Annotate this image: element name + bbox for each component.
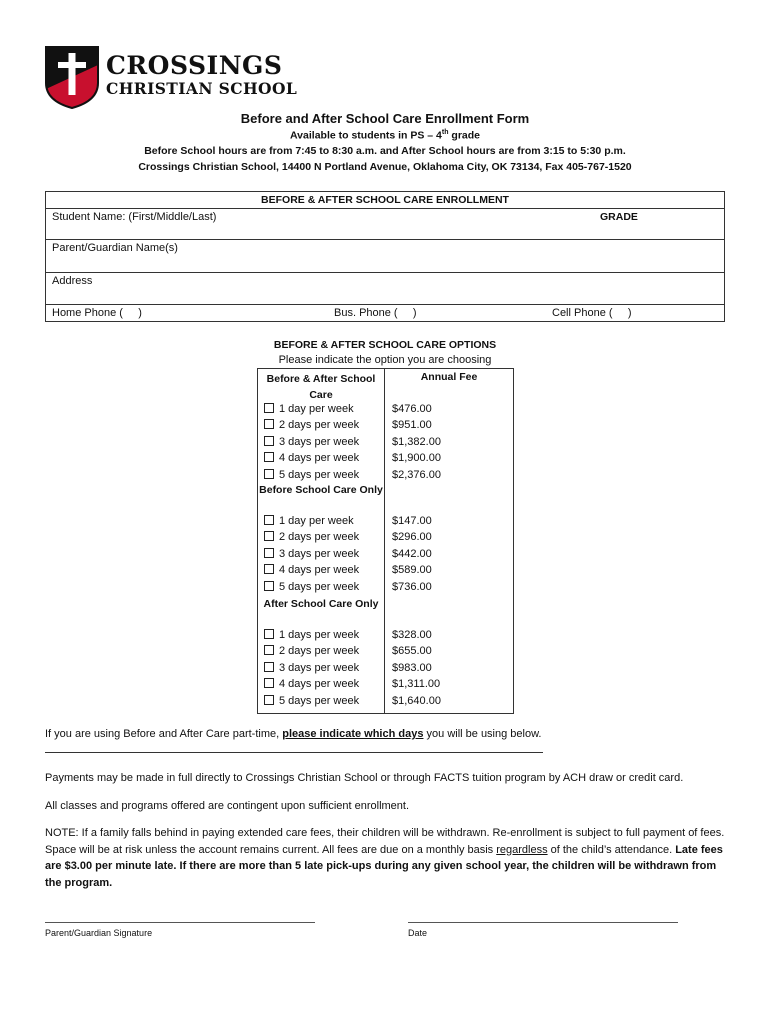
payments-paragraph: Payments may be made in full directly to Crossings Christian School or through FACTS tuition program by ACH draw or credit card. [45,772,684,784]
school-address-line: Crossings Christian School, 14400 N Portland Avenue, Oklahoma City, OK 73134, Fax 405-767-1520 [138,161,632,173]
checkbox[interactable] [264,548,274,558]
option-item[interactable] [264,645,359,657]
option-fee: $296.00 [392,531,432,544]
option-item[interactable] [264,695,359,707]
option-fee: $442.00 [392,547,432,560]
annual-fee-header: Annual Fee [420,371,478,383]
shield-cross-icon [44,45,100,109]
checkbox[interactable] [264,629,274,639]
part-time-text: If you are using Before and After Care part-time, [45,728,283,740]
option-fee: $736.00 [392,580,432,593]
option-item[interactable] [264,436,359,448]
student-name-field[interactable] [46,209,724,240]
option-group-heading: Before School Care Only [259,484,383,496]
checkbox[interactable] [264,662,274,672]
checkbox[interactable] [264,403,274,413]
student-name-label: Student Name: (First/Middle/Last) [52,211,217,223]
part-time-days-line[interactable] [45,752,543,753]
option-label: 4 days per week [279,564,360,577]
option-item[interactable] [264,469,359,481]
option-label: 3 days per week [279,661,360,674]
option-label: 3 days per week [279,547,360,560]
parent-name-label: Parent/Guardian Name(s) [52,242,178,254]
checkbox[interactable] [264,564,274,574]
option-item[interactable] [264,581,359,593]
option-fee: $983.00 [392,661,432,674]
checkbox[interactable] [264,469,274,479]
checkbox[interactable] [264,531,274,541]
option-item[interactable] [264,515,354,527]
bus-phone-label: Bus. Phone ( ) [334,307,417,319]
signature-label: Parent/Guardian Signature [45,928,153,938]
option-fee: $476.00 [392,403,432,415]
options-table [257,368,514,714]
option-item[interactable] [264,662,359,674]
checkbox[interactable] [264,452,274,462]
option-label: 3 days per week [279,435,360,448]
option-label: 5 days per week [279,468,360,481]
address-field[interactable] [46,273,724,305]
home-phone-label: Home Phone ( ) [52,307,142,319]
checkbox[interactable] [264,436,274,446]
option-item[interactable] [264,452,359,464]
option-label: 1 day per week [279,515,354,527]
option-fee: $655.00 [392,645,432,658]
note-paragraph [45,825,725,891]
date-label: Date [408,928,428,938]
form-title: Before and After School Care Enrollment Form [240,111,530,126]
date-line[interactable] [408,922,678,923]
option-label: 4 days per week [279,452,360,465]
signature-line[interactable] [45,922,315,923]
option-item[interactable] [264,403,354,415]
option-fee: $1,382.00 [392,435,441,448]
option-item[interactable] [264,564,359,576]
option-label: 2 days per week [279,645,360,658]
option-fee: $1,640.00 [392,694,441,707]
note-late-fees: Late fees are $3.00 per minute late. If there are more than 5 late pick-ups during any given school year, the children will be withdrawn from the program. [45,843,723,889]
options-subtitle: Please indicate the option you are choosing [278,354,492,366]
option-item[interactable] [264,548,359,560]
grade-label: GRADE [600,211,638,223]
logo-name-line1: CROSSINGS [106,51,283,80]
part-time-instruction [45,726,725,743]
note-regardless: regardless [496,843,548,856]
checkbox[interactable] [264,419,274,429]
checkbox[interactable] [264,695,274,705]
checkbox[interactable] [264,645,274,655]
note-text: NOTE: If a family falls behind in paying extended care fees, their children will be withdrawn. Re-enrollment is subject to full payment of fees. Space will be at risk unless the account remains current. All fees are due on a monthly basis [45,827,725,856]
option-item[interactable] [264,531,359,543]
note-text-2: of the child’s attendance. [547,843,676,856]
option-group-heading: Before & After School Care [266,373,376,401]
option-label: 1 day per week [279,403,354,415]
checkbox[interactable] [264,581,274,591]
option-label: 5 days per week [279,694,360,707]
column-divider [384,369,385,713]
part-time-text-end: you will be using below. [423,728,542,740]
cell-phone-label: Cell Phone ( ) [552,307,632,319]
option-fee: $951.00 [392,419,432,432]
option-fee: $2,376.00 [392,468,441,481]
option-item[interactable] [264,629,359,641]
option-label: 1 days per week [279,629,360,641]
checkbox[interactable] [264,515,274,525]
option-fee: $1,311.00 [392,678,441,691]
part-time-emphasis: please indicate which days [282,728,424,740]
checkbox[interactable] [264,678,274,688]
parent-name-field[interactable] [46,240,724,273]
logo-name-line2: CHRISTIAN SCHOOL [106,79,298,98]
contingent-paragraph: All classes and programs offered are contingent upon sufficient enrollment. [45,800,410,812]
option-label: 2 days per week [279,531,360,544]
option-label: 4 days per week [279,678,360,691]
availability-line: Available to students in PS – 4th grade [289,129,481,142]
enrollment-heading: BEFORE & AFTER SCHOOL CARE ENROLLMENT [46,192,724,209]
options-title: BEFORE & AFTER SCHOOL CARE OPTIONS [273,339,497,351]
option-fee: $1,900.00 [392,452,441,465]
option-fee: $328.00 [392,629,432,641]
enrollment-table [45,191,725,322]
option-group-heading: After School Care Only [263,598,379,610]
option-item[interactable] [264,678,359,690]
option-item[interactable] [264,419,359,431]
option-label: 2 days per week [279,419,360,432]
address-label: Address [52,275,93,287]
school-logo [44,45,298,111]
option-fee: $147.00 [392,515,432,527]
option-label: 5 days per week [279,580,360,593]
hours-line: Before School hours are from 7:45 to 8:30 a.m. and After School hours are from 3:15 to 5:30 p.m. [144,145,626,157]
option-fee: $589.00 [392,564,432,577]
phones-row[interactable] [46,305,724,322]
